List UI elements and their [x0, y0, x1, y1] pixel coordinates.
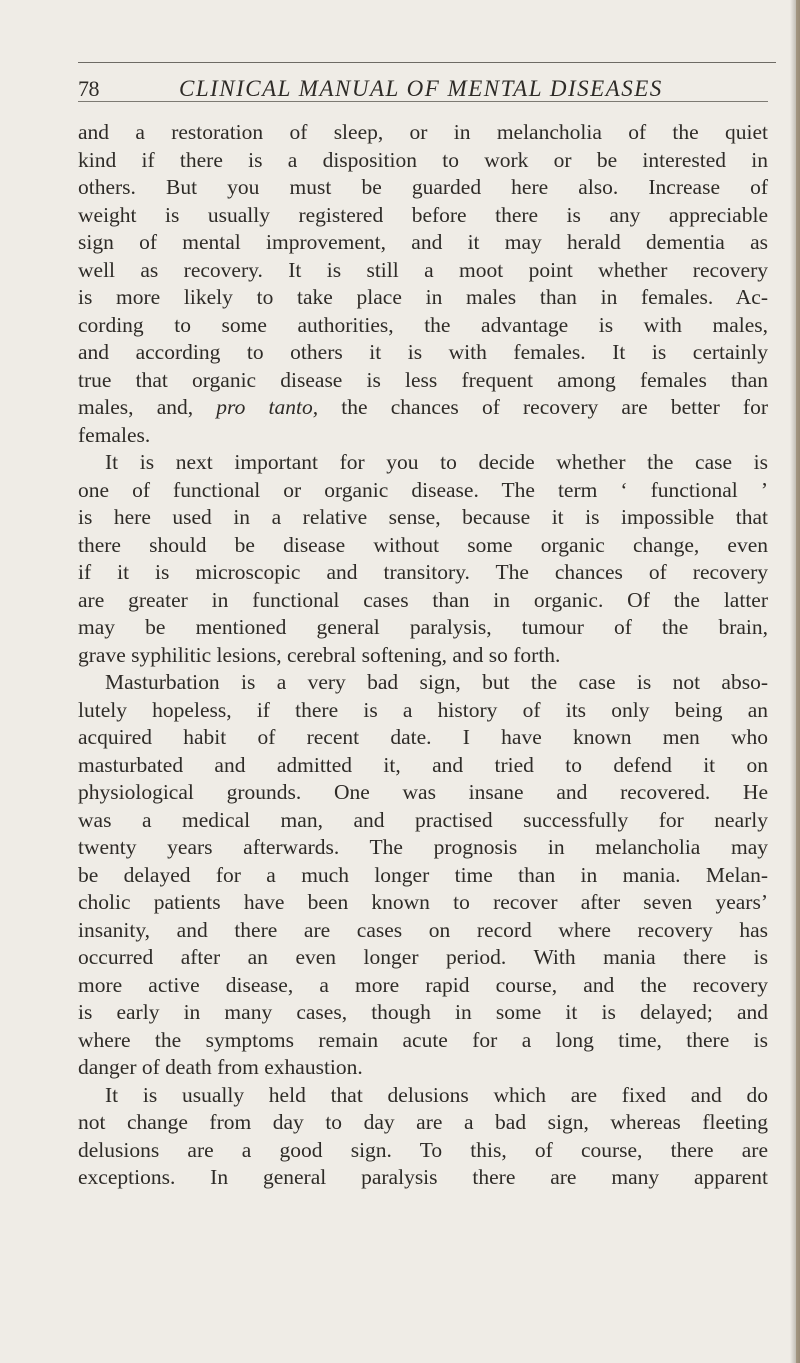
- text-line: exceptions. In general paralysis there are many apparent: [78, 1165, 768, 1189]
- text-line: occurred after an even longer period. With mania there is: [78, 945, 768, 969]
- page-edge-band: [796, 0, 800, 1363]
- header-rule: [78, 101, 768, 102]
- text-line: where the symptoms remain acute for a long time, there is: [78, 1027, 768, 1052]
- text-line: well as recovery. It is still a moot point whether recovery: [78, 257, 768, 282]
- text-line: masturbated and admitted it, and tried to defend it on: [78, 752, 768, 777]
- paragraph-start-line: Masturbation is a very bad sign, but the case is not abso-: [105, 670, 768, 694]
- text-line: is early in many cases, though in some it is delayed; and: [78, 1000, 768, 1024]
- text-line: more active disease, a more rapid course, and the recovery: [78, 972, 768, 997]
- text-line: if it is microscopic and transitory. The chances of recovery: [78, 560, 768, 584]
- text-line: are greater in functional cases than in organic. Of the latter: [78, 587, 768, 612]
- text-line: kind if there is a disposition to work or be interested in: [78, 147, 768, 172]
- italic-phrase: pro tanto,: [216, 395, 319, 419]
- text-line: is more likely to take place in males than in females. Ac-: [78, 285, 768, 309]
- text-line: weight is usually registered before there is any appreciable: [78, 202, 768, 227]
- text-line: one of functional or organic disease. The term ‘ functional ’: [78, 477, 768, 502]
- running-title: CLINICAL MANUAL OF MENTAL DISEASES: [179, 76, 663, 101]
- text-line: and a restoration of sleep, or in melancholia of the quiet: [78, 120, 768, 144]
- paragraph-end-line: grave syphilitic lesions, cerebral softening, and so forth.: [78, 642, 561, 667]
- text-run: males, and,: [78, 395, 217, 419]
- text-line: cholic patients have been known to recover after seven years’: [78, 890, 768, 914]
- text-line: others. But you must be guarded here also. Increase of: [78, 175, 768, 199]
- text-line: may be mentioned general paralysis, tumour of the brain,: [78, 615, 768, 639]
- text-line: was a medical man, and practised successfully for nearly: [78, 807, 768, 832]
- text-line: insanity, and there are cases on record where recovery has: [78, 917, 768, 942]
- paragraph-end-line: danger of death from exhaustion.: [78, 1055, 363, 1079]
- text-line: acquired habit of recent date. I have known men who: [78, 725, 768, 749]
- text-line: true that organic disease is less frequent among females than: [78, 367, 768, 392]
- text-line: twenty years afterwards. The prognosis in melancholia may: [78, 835, 768, 859]
- text-line: lutely hopeless, if there is a history of its only being an: [78, 697, 768, 722]
- text-line: not change from day to day are a bad sign, whereas fleeting: [78, 1110, 768, 1134]
- text-line: is here used in a relative sense, because it is impossible that: [78, 505, 768, 529]
- text-line-with-italic: [78, 394, 768, 422]
- page-number: 78: [78, 76, 99, 101]
- text-line: sign of mental improvement, and it may herald dementia as: [78, 230, 768, 254]
- text-line: and according to others it is with females. It is certainly: [78, 340, 768, 364]
- paragraph-end-line: females.: [78, 422, 151, 447]
- text-line: there should be disease without some organic change, even: [78, 532, 768, 557]
- top-rule: [78, 62, 776, 63]
- text-run: the chances of recovery are better for: [318, 395, 768, 419]
- paragraph-start-line: It is next important for you to decide whether the case is: [105, 450, 768, 474]
- body-text: [78, 119, 768, 1192]
- text-line: physiological grounds. One was insane and recovered. He: [78, 780, 768, 804]
- text-line: delusions are a good sign. To this, of course, there are: [78, 1137, 768, 1162]
- text-line: cording to some authorities, the advantage is with males,: [78, 312, 768, 337]
- page-header: [78, 76, 776, 104]
- paragraph-start-line: It is usually held that delusions which are fixed and do: [105, 1082, 768, 1107]
- text-line: be delayed for a much longer time than in mania. Melan-: [78, 862, 768, 887]
